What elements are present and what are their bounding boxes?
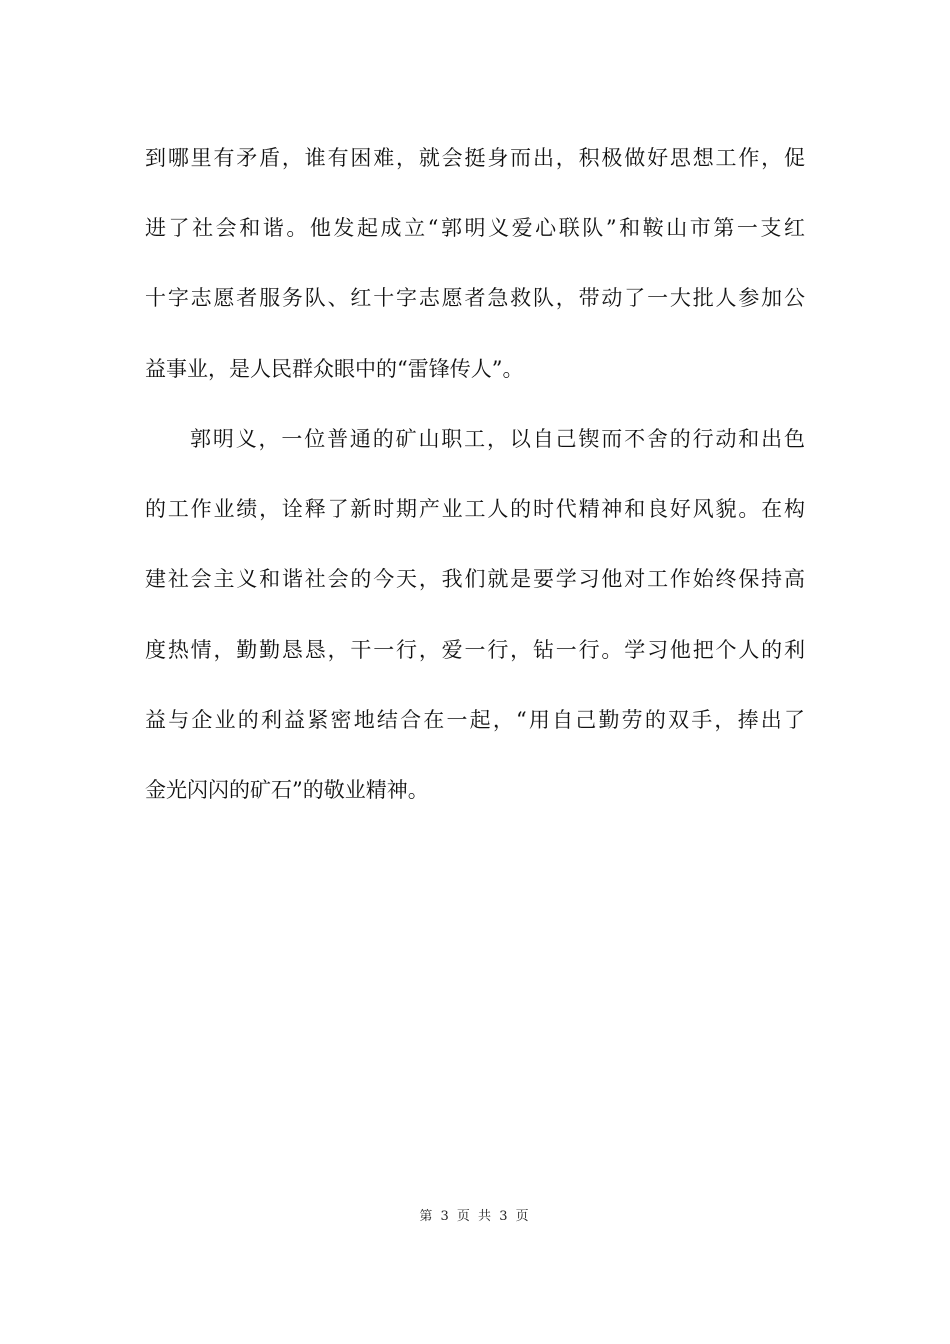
paragraph-1-line-1: 到哪里有矛盾，谁有困难，就会挺身而出，积极做好思想工作，促 — [145, 146, 805, 170]
page-number-footer: 第 3 页 共 3 页 — [419, 1209, 531, 1224]
paragraph-2-line-4: 度热情，勤勤恳恳，干一行，爱一行，钻一行。学习他把个人的利 — [145, 638, 805, 662]
paragraph-1-line-3: 十字志愿者服务队、红十字志愿者急救队，带动了一大批人参加公 — [145, 286, 805, 310]
paragraph-2-line-3: 建社会主义和谐社会的今天，我们就是要学习他对工作始终保持高 — [145, 567, 805, 591]
paragraph-2-line-2: 的工作业绩，诠释了新时期产业工人的时代精神和良好风貌。在构 — [145, 497, 805, 521]
paragraph-2-line-6: 金光闪闪的矿石”的敬业精神。 — [145, 778, 429, 802]
paragraph-1-line-2: 进了社会和谐。他发起成立“郭明义爱心联队”和鞍山市第一支红 — [145, 216, 805, 240]
paragraph-2-line-1: 郭明义，一位普通的矿山职工，以自己锲而不舍的行动和出色 — [190, 427, 805, 451]
paragraph-2-line-5: 益与企业的利益紧密地结合在一起，“用自己勤劳的双手，捧出了 — [145, 708, 805, 732]
paragraph-1-line-4: 益事业，是人民群众眼中的“雷锋传人”。 — [145, 357, 524, 381]
